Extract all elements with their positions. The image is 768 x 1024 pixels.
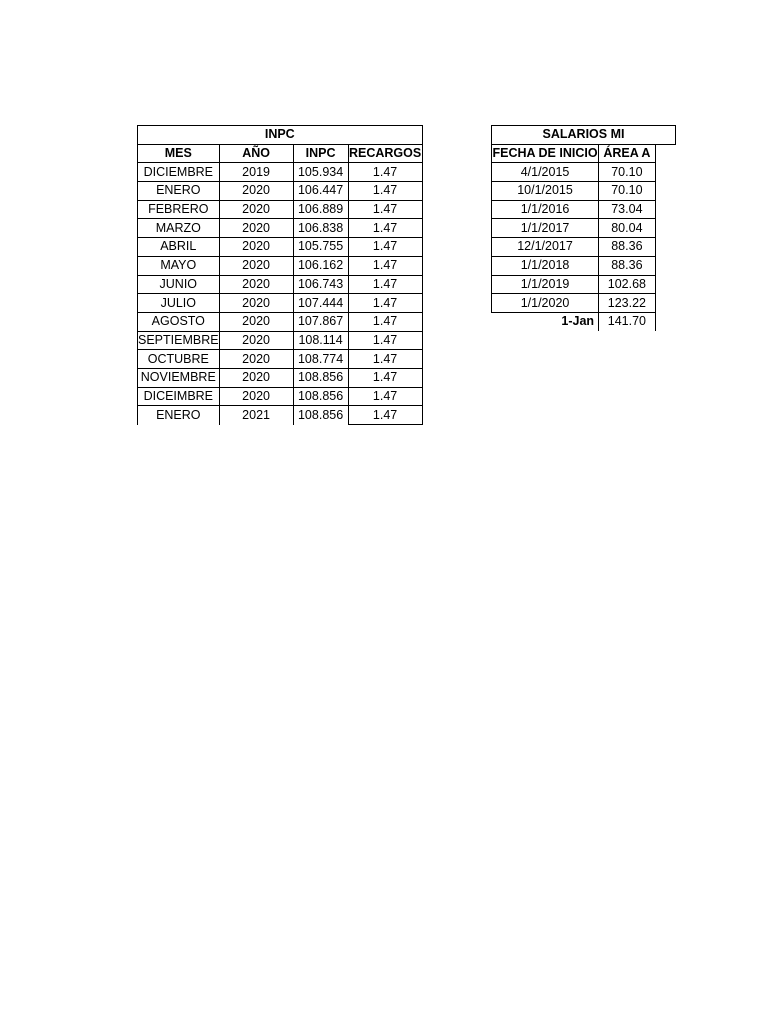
recargos-cell: 1.47 — [348, 219, 422, 238]
recargos-cell: 1.47 — [348, 200, 422, 219]
empty-cell — [655, 144, 675, 163]
table-row — [492, 312, 676, 330]
empty-cell — [655, 294, 675, 313]
empty-cell — [655, 275, 675, 294]
table-row — [138, 368, 423, 387]
table-row — [138, 312, 423, 331]
fecha-cell: 12/1/2017 — [492, 238, 599, 257]
empty-cell — [655, 312, 675, 330]
ano-cell: 2020 — [219, 200, 293, 219]
recargos-cell: 1.47 — [348, 312, 422, 331]
column-header-inpc: INPC — [293, 144, 348, 163]
salarios-header-row — [492, 144, 676, 163]
mes-cell: ABRIL — [138, 238, 220, 257]
fecha-cell: 1/1/2018 — [492, 256, 599, 275]
inpc-cell: 107.444 — [293, 294, 348, 313]
table-row — [492, 200, 676, 219]
fecha-cell: 4/1/2015 — [492, 163, 599, 182]
recargos-cell: 1.47 — [348, 406, 422, 425]
recargos-cell: 1.47 — [348, 350, 422, 369]
mes-cell: ENERO — [138, 406, 220, 425]
inpc-title-row — [138, 126, 423, 145]
ano-cell: 2020 — [219, 275, 293, 294]
recargos-cell: 1.47 — [348, 275, 422, 294]
ano-cell: 2020 — [219, 219, 293, 238]
table-row — [138, 387, 423, 406]
table-row — [138, 182, 423, 201]
table-row — [492, 182, 676, 201]
table-row — [138, 200, 423, 219]
mes-cell: SEPTIEMBRE — [138, 331, 220, 350]
inpc-cell: 106.838 — [293, 219, 348, 238]
column-header-mes: MES — [138, 144, 220, 163]
mes-cell: MAYO — [138, 256, 220, 275]
ano-cell: 2020 — [219, 331, 293, 350]
ano-cell: 2020 — [219, 294, 293, 313]
fecha-cell: 1/1/2016 — [492, 200, 599, 219]
fecha-cell: 1/1/2017 — [492, 219, 599, 238]
column-header-ano: AÑO — [219, 144, 293, 163]
table-row — [138, 294, 423, 313]
area-a-cell: 88.36 — [599, 256, 656, 275]
empty-cell — [655, 256, 675, 275]
column-header-area-a: ÁREA A — [599, 144, 656, 163]
mes-cell: OCTUBRE — [138, 350, 220, 369]
inpc-cell: 105.755 — [293, 238, 348, 257]
area-a-cell: 80.04 — [599, 219, 656, 238]
ano-cell: 2020 — [219, 368, 293, 387]
table-row — [492, 275, 676, 294]
fecha-cell: 1/1/2020 — [492, 294, 599, 313]
mes-cell: MARZO — [138, 219, 220, 238]
inpc-cell: 108.114 — [293, 331, 348, 350]
salarios-table — [491, 125, 676, 331]
inpc-cell: 108.774 — [293, 350, 348, 369]
inpc-cell: 108.856 — [293, 387, 348, 406]
recargos-cell: 1.47 — [348, 182, 422, 201]
inpc-cell: 106.743 — [293, 275, 348, 294]
recargos-cell: 1.47 — [348, 163, 422, 182]
area-a-cell: 70.10 — [599, 163, 656, 182]
area-a-cell: 102.68 — [599, 275, 656, 294]
column-header-recargos: RECARGOS — [348, 144, 422, 163]
area-a-cell: 123.22 — [599, 294, 656, 313]
mes-cell: JULIO — [138, 294, 220, 313]
area-a-cell: 141.70 — [599, 312, 656, 330]
empty-cell — [655, 200, 675, 219]
inpc-cell: 105.934 — [293, 163, 348, 182]
fecha-cell: 10/1/2015 — [492, 182, 599, 201]
ano-cell: 2019 — [219, 163, 293, 182]
mes-cell: DICIEMBRE — [138, 163, 220, 182]
recargos-cell: 1.47 — [348, 368, 422, 387]
salarios-title: SALARIOS MI — [492, 126, 676, 145]
ano-cell: 2020 — [219, 256, 293, 275]
ano-cell: 2020 — [219, 238, 293, 257]
mes-cell: JUNIO — [138, 275, 220, 294]
inpc-cell: 108.856 — [293, 368, 348, 387]
table-row — [138, 219, 423, 238]
recargos-cell: 1.47 — [348, 256, 422, 275]
table-row — [138, 256, 423, 275]
mes-cell: AGOSTO — [138, 312, 220, 331]
inpc-table — [137, 125, 423, 425]
table-row — [138, 331, 423, 350]
inpc-cell: 106.889 — [293, 200, 348, 219]
inpc-title: INPC — [138, 126, 423, 145]
table-row — [138, 163, 423, 182]
ano-cell: 2020 — [219, 387, 293, 406]
inpc-cell: 108.856 — [293, 406, 348, 425]
area-a-cell: 73.04 — [599, 200, 656, 219]
inpc-cell: 106.162 — [293, 256, 348, 275]
table-row — [492, 256, 676, 275]
salarios-table-region — [491, 125, 676, 335]
table-row — [138, 350, 423, 369]
table-row — [492, 163, 676, 182]
salarios-title-row — [492, 126, 676, 145]
ano-cell: 2021 — [219, 406, 293, 425]
fecha-cell: 1-Jan — [561, 314, 595, 329]
column-header-fecha-de-inicio: FECHA DE INICIO — [492, 144, 599, 163]
ano-cell: 2020 — [219, 350, 293, 369]
area-a-cell: 88.36 — [599, 238, 656, 257]
table-row — [138, 275, 423, 294]
mes-cell: ENERO — [138, 182, 220, 201]
empty-cell — [655, 238, 675, 257]
inpc-header-row — [138, 144, 423, 163]
empty-cell — [655, 182, 675, 201]
area-a-cell: 70.10 — [599, 182, 656, 201]
table-row — [138, 238, 423, 257]
table-row — [492, 238, 676, 257]
mes-cell: DICEIMBRE — [138, 387, 220, 406]
mes-cell: NOVIEMBRE — [138, 368, 220, 387]
inpc-table-region — [137, 125, 423, 425]
empty-cell — [655, 163, 675, 182]
fecha-cell: 1/1/2019 — [492, 275, 599, 294]
table-row — [138, 406, 423, 425]
empty-cell — [655, 219, 675, 238]
mes-cell: FEBRERO — [138, 200, 220, 219]
ano-cell: 2020 — [219, 312, 293, 331]
ano-cell: 2020 — [219, 182, 293, 201]
table-row — [492, 294, 676, 313]
inpc-cell: 107.867 — [293, 312, 348, 331]
recargos-cell: 1.47 — [348, 238, 422, 257]
recargos-cell: 1.47 — [348, 387, 422, 406]
table-row — [492, 219, 676, 238]
recargos-cell: 1.47 — [348, 294, 422, 313]
inpc-cell: 106.447 — [293, 182, 348, 201]
recargos-cell: 1.47 — [348, 331, 422, 350]
